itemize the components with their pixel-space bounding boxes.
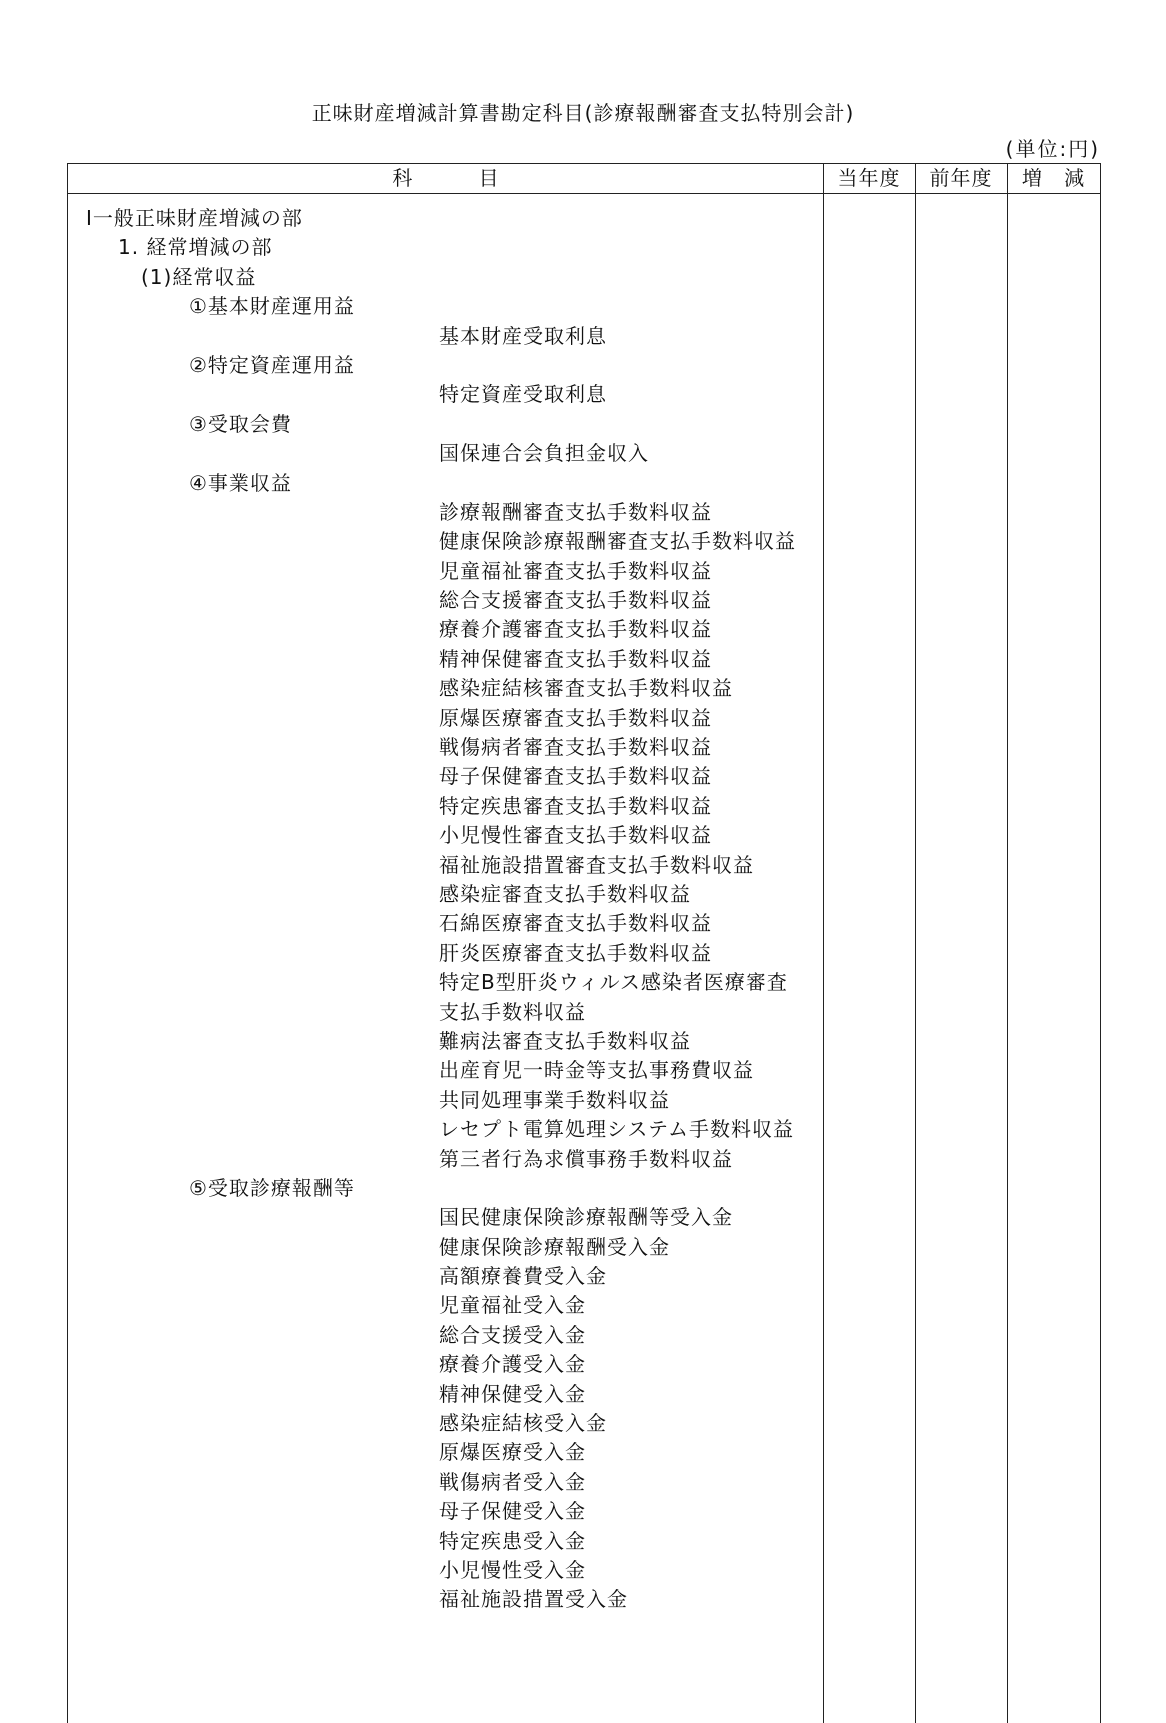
account-row: ③受取会費 [189, 411, 292, 436]
account-row: レセプト電算処理システム手数料収益 [439, 1117, 794, 1142]
account-row: 原爆医療受入金 [439, 1440, 586, 1465]
account-row: 特定疾患受入金 [439, 1528, 586, 1553]
account-row: ⑤受取診療報酬等 [189, 1175, 355, 1200]
account-row: 基本財産受取利息 [439, 323, 607, 348]
account-row: 共同処理事業手数料収益 [439, 1087, 670, 1112]
account-table [67, 163, 1101, 1723]
account-row: 療養介護受入金 [439, 1352, 586, 1377]
account-row: 石綿医療審査支払手数料収益 [439, 911, 712, 936]
account-row: 福祉施設措置審査支払手数料収益 [439, 852, 754, 877]
account-row: 国民健康保険診療報酬等受入金 [439, 1205, 733, 1230]
account-row: 国保連合会負担金収入 [439, 441, 649, 466]
account-row: 総合支援受入金 [439, 1322, 586, 1347]
account-row: 小児慢性審査支払手数料収益 [439, 823, 712, 848]
account-row: (1)経常収益 [141, 264, 257, 289]
account-row: 健康保険診療報酬受入金 [439, 1234, 670, 1259]
column-divider-change [1007, 164, 1008, 1723]
account-row: 難病法審査支払手数料収益 [439, 1028, 691, 1053]
header-current-year: 当年度 [837, 166, 901, 190]
account-row: 総合支援審査支払手数料収益 [439, 588, 712, 613]
account-row: 戦傷病者受入金 [439, 1469, 586, 1494]
column-divider-current [823, 164, 824, 1723]
column-divider-previous [915, 164, 916, 1723]
account-row: 特定疾患審査支払手数料収益 [439, 793, 712, 818]
account-row: 感染症結核受入金 [439, 1411, 607, 1436]
account-row: 感染症審査支払手数料収益 [439, 881, 691, 906]
account-list [68, 204, 823, 1615]
account-row: 戦傷病者審査支払手数料収益 [439, 735, 712, 760]
account-row: 精神保健受入金 [439, 1381, 586, 1406]
account-row: 福祉施設措置受入金 [439, 1587, 628, 1612]
account-row: 母子保健審査支払手数料収益 [439, 764, 712, 789]
account-row: 支払手数料収益 [439, 999, 586, 1024]
account-row: 1. 経常増減の部 [118, 235, 273, 260]
account-row: 特定資産受取利息 [439, 382, 607, 407]
account-row: 児童福祉受入金 [439, 1293, 586, 1318]
account-row: Ⅰ一般正味財産増減の部 [86, 206, 303, 230]
header-subject: 科 目 [392, 166, 529, 190]
account-row: 療養介護審査支払手数料収益 [439, 617, 712, 642]
account-row: 児童福祉審査支払手数料収益 [439, 558, 712, 583]
account-row: 特定B型肝炎ウィルス感染者医療審査 [439, 970, 788, 995]
account-row: 健康保険診療報酬審査支払手数料収益 [439, 529, 796, 554]
account-row: 精神保健審査支払手数料収益 [439, 646, 712, 671]
unit-label: (単位:円) [1005, 137, 1100, 161]
account-row: 高額療養費受入金 [439, 1264, 607, 1289]
account-row: 母子保健受入金 [439, 1499, 586, 1524]
header-change: 増 減 [1021, 166, 1093, 190]
account-row: 第三者行為求償事務手数料収益 [439, 1146, 733, 1171]
account-row: ④事業収益 [189, 470, 292, 495]
account-row: 診療報酬審査支払手数料収益 [439, 499, 712, 524]
document-title: 正味財産増減計算書勘定科目(診療報酬審査支払特別会計) [311, 101, 855, 125]
account-row: 肝炎医療審査支払手数料収益 [439, 940, 712, 965]
header-previous-year: 前年度 [929, 166, 993, 190]
account-row: ①基本財産運用益 [189, 294, 355, 319]
account-row: ②特定資産運用益 [189, 352, 355, 377]
account-row: 感染症結核審査支払手数料収益 [439, 676, 733, 701]
account-row: 出産育児一時金等支払事務費収益 [439, 1058, 754, 1083]
account-row: 原爆医療審査支払手数料収益 [439, 705, 712, 730]
table-header [68, 164, 1100, 194]
account-row: 小児慢性受入金 [439, 1557, 586, 1582]
